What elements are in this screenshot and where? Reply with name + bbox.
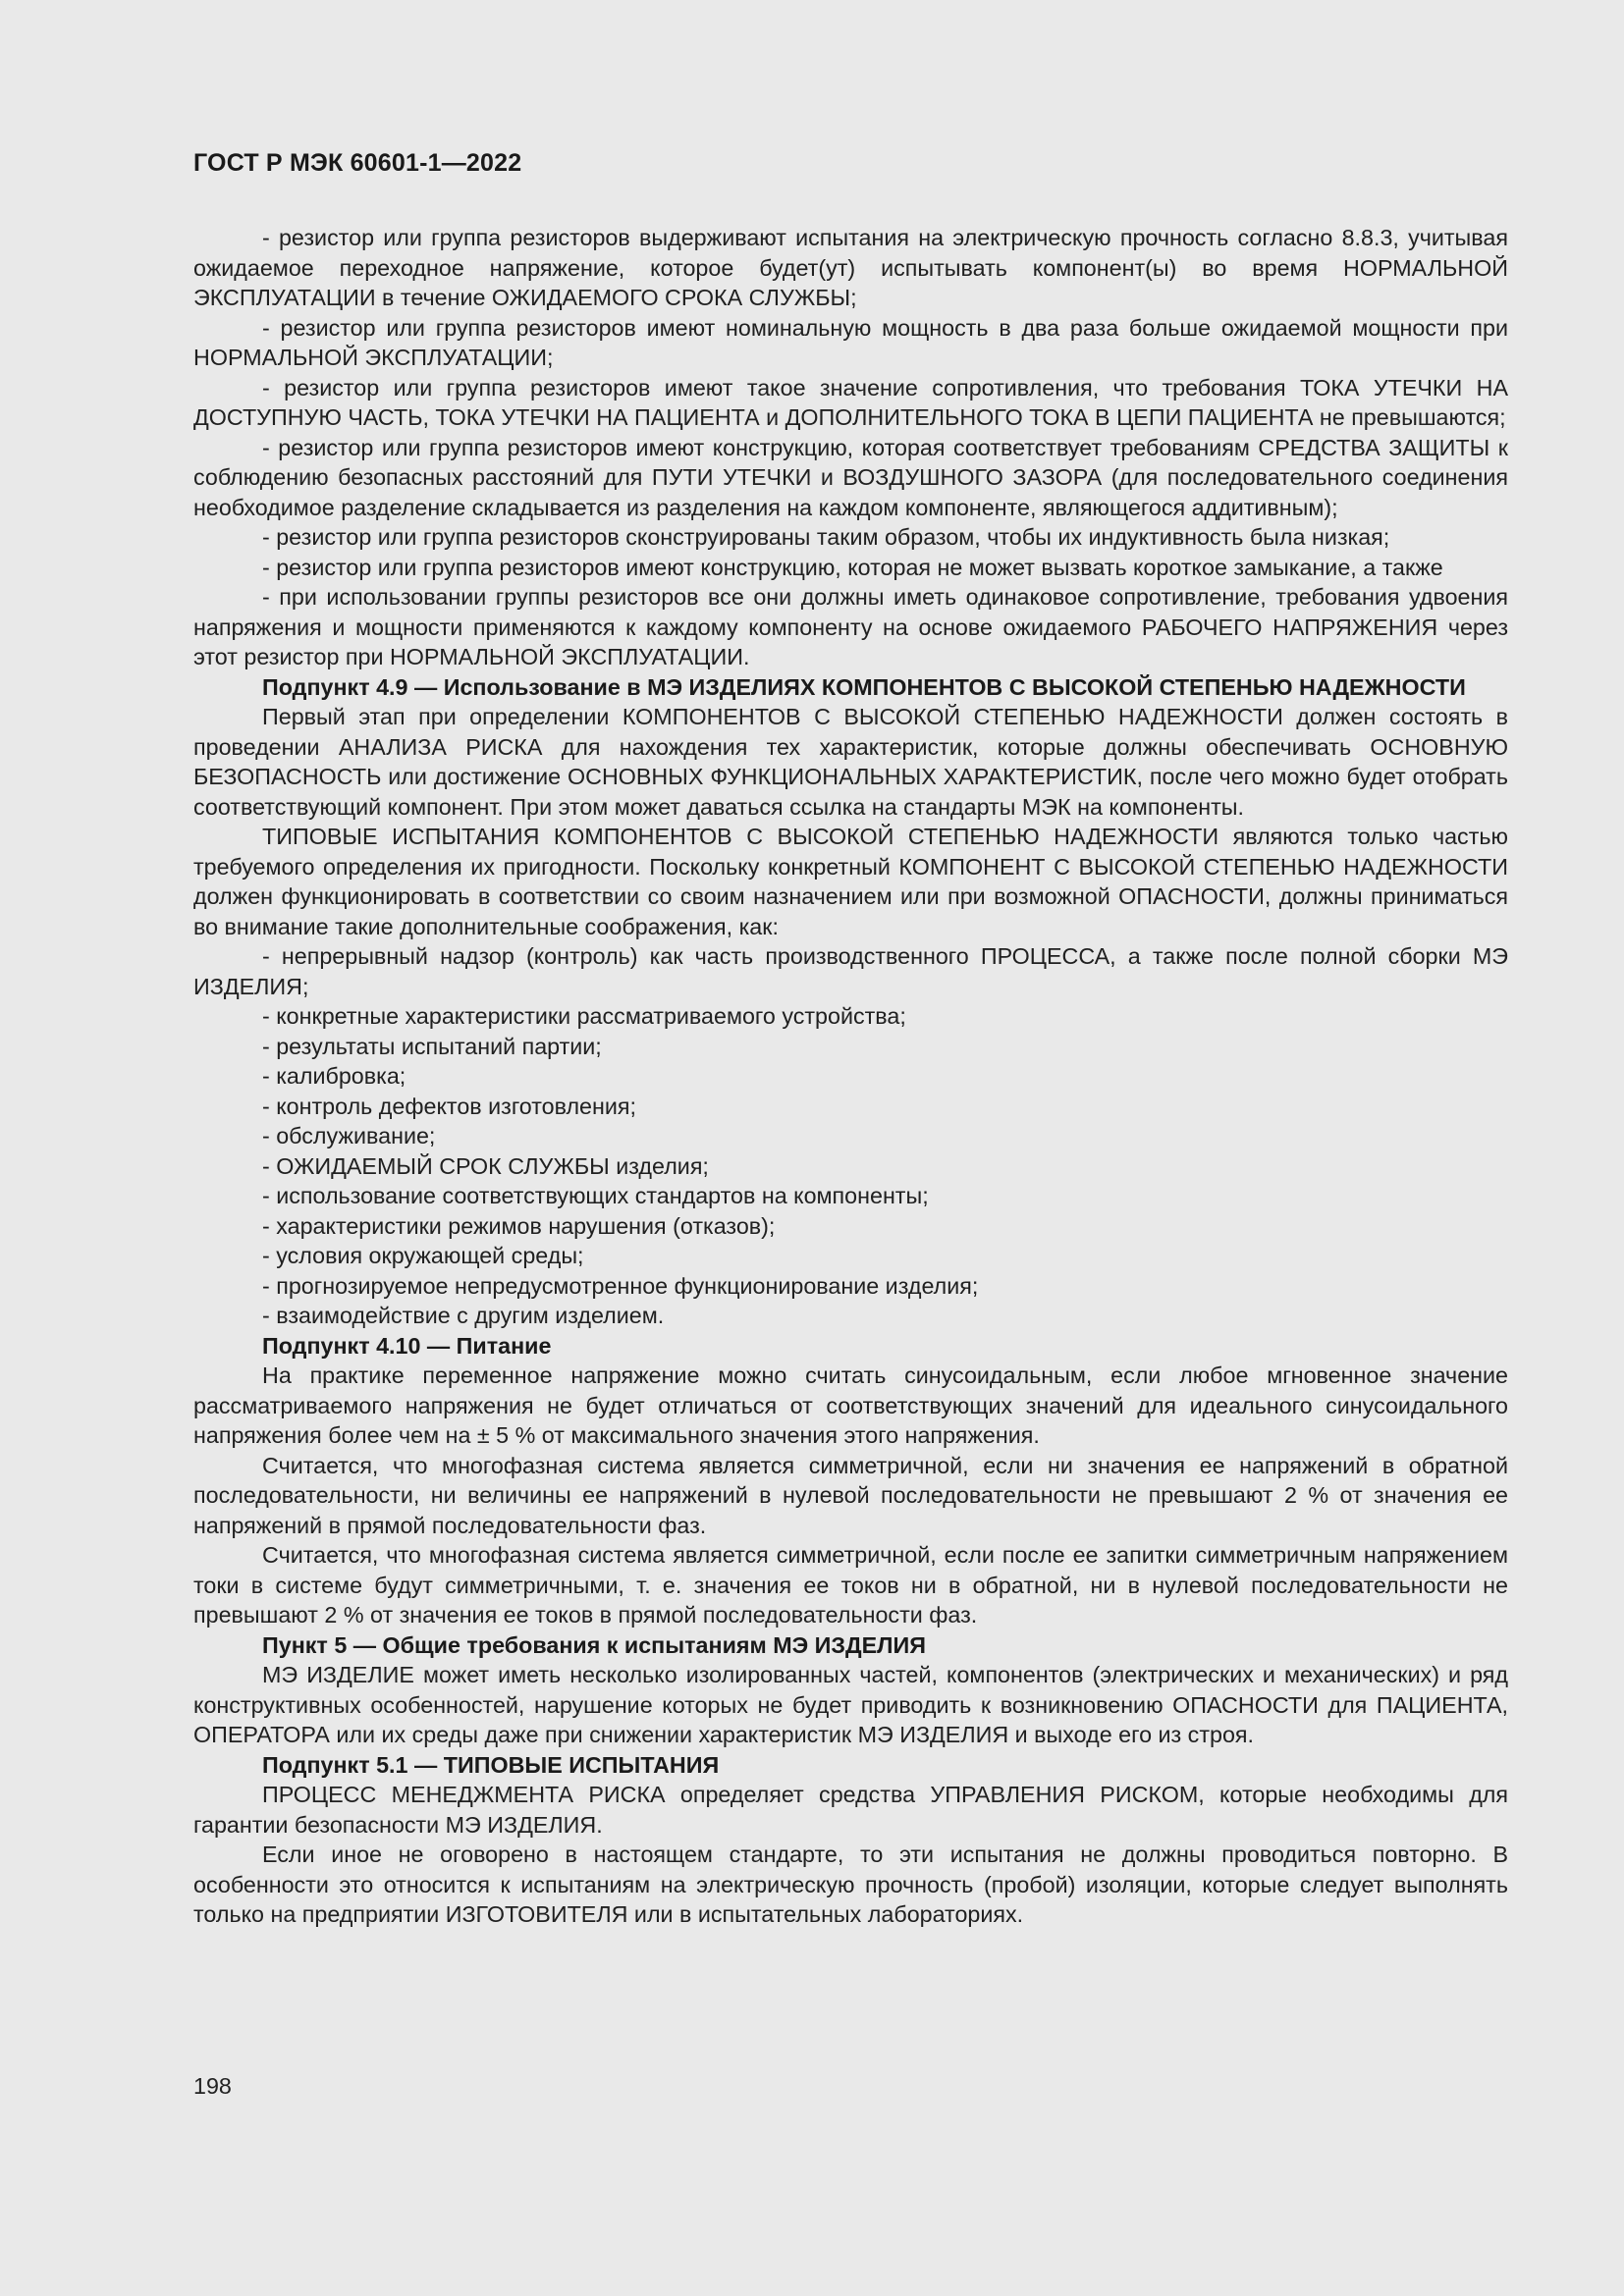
list-item: - результаты испытаний партии; — [262, 1033, 602, 1059]
section-heading-4-9: Подпункт 4.9 — Использование в МЭ ИЗДЕЛИЯХ КОМПОНЕНТОВ С ВЫСОКОЙ СТЕПЕНЬЮ НАДЕЖНОСТИ — [262, 673, 1466, 700]
list-item: - условия окружающей среды; — [262, 1243, 584, 1268]
list-item: - характеристики режимов нарушения (отказов); — [262, 1212, 776, 1239]
list-item: - обслуживание; — [262, 1123, 436, 1148]
list-item: - взаимодействие с другим изделием. — [262, 1303, 665, 1328]
paragraph: ТИПОВЫЕ ИСПЫТАНИЯ КОМПОНЕНТОВ С ВЫСОКОЙ СТЕПЕНЬЮ НАДЕЖНОСТИ являются только частью требуемого определения их пригодности. Поскольку конкретный КОМПОНЕНТ С ВЫСОКОЙ СТЕПЕНЬЮ НАДЕЖНОСТИ должен функционировать в соответствии со своим назначением или при возможной ОПАСНОСТИ, должны приниматься во внимание такие дополнительные соображения, как: — [193, 824, 1508, 939]
document-header: ГОСТ Р МЭК 60601-1—2022 — [193, 149, 522, 177]
list-item: - непрерывный надзор (контроль) как часть производственного ПРОЦЕССА, а также после полной сборки МЭ ИЗДЕЛИЯ; — [193, 943, 1508, 999]
section-heading-5-1: Подпункт 5.1 — ТИПОВЫЕ ИСПЫТАНИЯ — [262, 1751, 720, 1778]
list-item: - калибровка; — [262, 1063, 406, 1089]
list-item: - резистор или группа резисторов имеют конструкцию, которая не может вызвать короткое замыкание, а также — [262, 554, 1443, 580]
list-item: - резистор или группа резисторов имеют такое значение сопротивления, что требования ТОКА УТЕЧКИ НА ДОСТУПНУЮ ЧАСТЬ, ТОКА УТЕЧКИ НА ПАЦИЕНТА и ДОПОЛНИТЕЛЬНОГО ТОКА В ЦЕПИ ПАЦИЕНТА не превышаются; — [193, 374, 1508, 430]
section-heading-5: Пункт 5 — Общие требования к испытаниям МЭ ИЗДЕЛИЯ — [262, 1631, 926, 1658]
list-item: - конкретные характеристики рассматриваемого устройства; — [262, 1003, 906, 1029]
list-item: - использование соответствующих стандартов на компоненты; — [262, 1183, 929, 1208]
document-body — [193, 223, 1508, 1930]
list-item: - резистор или группа резисторов имеют номинальную мощность в два раза больше ожидаемой мощности при НОРМАЛЬНОЙ ЭКСПЛУАТАЦИИ; — [193, 314, 1508, 370]
page-number: 198 — [193, 2073, 232, 2099]
list-item: - при использовании группы резисторов все они должны иметь одинаковое сопротивление, требования удвоения напряжения и мощности применяются к каждому компоненту на основе ожидаемого РАБОЧЕГО НАПРЯЖЕНИЯ через этот резистор при НОРМАЛЬНОЙ ЭКСПЛУАТАЦИИ. — [193, 584, 1508, 669]
list-item: - резистор или группа резисторов имеют конструкцию, которая соответствует требованиям СРЕДСТВА ЗАЩИТЫ к соблюдению безопасных расстояний для ПУТИ УТЕЧКИ и ВОЗДУШНОГО ЗАЗОРА (для последовательного соединения необходимое разделение складывается из разделения на каждом компоненте, являющегося аддитивным); — [193, 434, 1508, 520]
list-item: - контроль дефектов изготовления; — [262, 1093, 636, 1119]
paragraph: МЭ ИЗДЕЛИЕ может иметь несколько изолированных частей, компонентов (электрических и механических) и ряд конструктивных особенностей, нарушение которых не будет приводить к возникновению ОПАСНОСТИ для ПАЦИЕНТА, ОПЕРАТОРА или их среды даже при снижении характеристик МЭ ИЗДЕЛИЯ и выходе его из строя. — [193, 1662, 1508, 1747]
paragraph: Считается, что многофазная система является симметричной, если после ее запитки симметричным напряжением токи в системе будут симметричными, т. е. значения ее токов ни в обратной, ни в нулевой последовательности не превышают 2 % от значения ее токов в прямой последовательности фаз. — [193, 1542, 1508, 1628]
paragraph: На практике переменное напряжение можно считать синусоидальным, если любое мгновенное значение рассматриваемого напряжения не будет отличаться от соответствующих значений для идеального синусоидального напряжения более чем на ± 5 % от максимального значения этого напряжения. — [193, 1362, 1508, 1448]
paragraph: ПРОЦЕСС МЕНЕДЖМЕНТА РИСКА определяет средства УПРАВЛЕНИЯ РИСКОМ, которые необходимы для гарантии безопасности МЭ ИЗДЕЛИЯ. — [193, 1782, 1508, 1838]
list-item: - резистор или группа резисторов выдерживают испытания на электрическую прочность согласно 8.8.3, учитывая ожидаемое переходное напряжение, которое будет(ут) испытывать компонент(ы) во время НОРМАЛЬНОЙ ЭКСПЛУАТАЦИИ в течение ОЖИДАЕМОГО СРОКА СЛУЖБЫ; — [193, 225, 1508, 310]
paragraph: Первый этап при определении КОМПОНЕНТОВ С ВЫСОКОЙ СТЕПЕНЬЮ НАДЕЖНОСТИ должен состоять в проведении АНАЛИЗА РИСКА для нахождения тех характеристик, которые должны обеспечивать ОСНОВНУЮ БЕЗОПАСНОСТЬ или достижение ОСНОВНЫХ ФУНКЦИОНАЛЬНЫХ ХАРАКТЕРИСТИК, после чего можно будет отобрать соответствующий компонент. При этом может даваться ссылка на стандарты МЭК на компоненты. — [193, 704, 1508, 820]
list-item: - резистор или группа резисторов сконструированы таким образом, чтобы их индуктивность была низкая; — [262, 524, 1390, 550]
paragraph: Если иное не оговорено в настоящем стандарте, то эти испытания не должны проводиться повторно. В особенности это относится к испытаниям на электрическую прочность (пробой) изоляции, которые следует выполнять только на предприятии ИЗГОТОВИТЕЛЯ или в испытательных лабораториях. — [193, 1842, 1508, 1927]
section-heading-4-10: Подпункт 4.10 — Питание — [262, 1332, 552, 1359]
paragraph: Считается, что многофазная система является симметричной, если ни значения ее напряжений в обратной последовательности, ни величины ее напряжений в нулевой последовательности не превышают 2 % от значения ее напряжений в прямой последовательности фаз. — [193, 1452, 1508, 1538]
list-item: - ОЖИДАЕМЫЙ СРОК СЛУЖБЫ изделия; — [262, 1152, 709, 1179]
list-item: - прогнозируемое непредусмотренное функционирование изделия; — [262, 1272, 979, 1299]
